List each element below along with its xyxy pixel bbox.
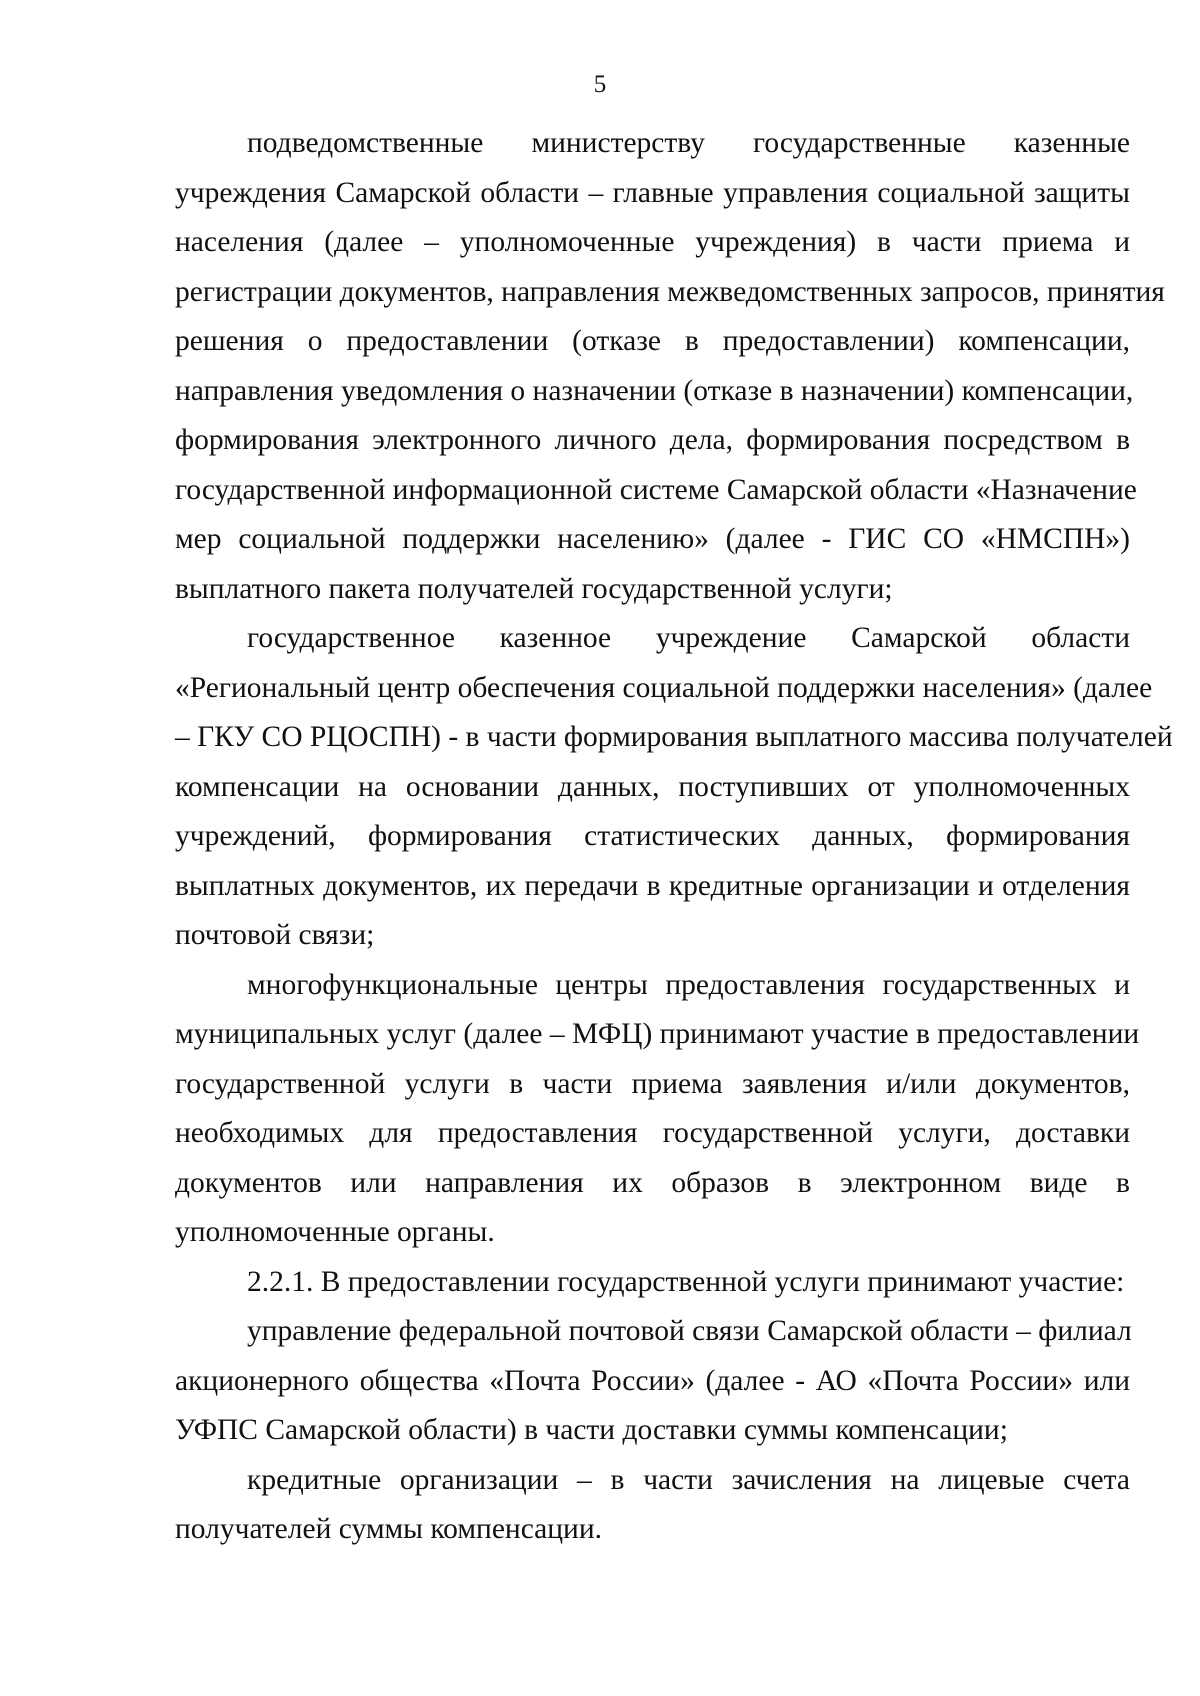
- text-line: акционерного общества «Почта России» (далее - АО «Почта России» или: [175, 1364, 1130, 1397]
- text-line: мер социальной поддержки населению» (далее - ГИС СО «НМСПН»): [175, 523, 1130, 555]
- paragraph-credit-organizations: [175, 1456, 1130, 1555]
- text-line: подведомственные министерству государственные казенные: [247, 127, 1130, 159]
- text-line: уполномоченные органы.: [175, 1216, 495, 1248]
- paragraph-subordinate-institutions: [175, 119, 1165, 614]
- text-line: компенсации на основании данных, поступивших от уполномоченных: [175, 770, 1130, 803]
- text-line: учреждения Самарской области – главные управления социальной защиты: [175, 176, 1130, 209]
- text-line: документов или направления их образов в электронном виде в: [175, 1166, 1130, 1199]
- text-line: направления уведомления о назначении (отказе в назначении) компенсации,: [175, 374, 1134, 407]
- paragraph-regional-center: [175, 614, 1173, 961]
- text-line: решения о предоставлении (отказе в предоставлении) компенсации,: [175, 325, 1130, 357]
- text-line: выплатного пакета получателей государственной услуги;: [175, 572, 893, 605]
- text-line: 2.2.1. В предоставлении государственной услуги принимают участие:: [247, 1265, 1125, 1298]
- text-line: управление федеральной почтовой связи Самарской области – филиал: [247, 1315, 1132, 1347]
- paragraph-postal-service: [175, 1307, 1130, 1456]
- text-line: необходимых для предоставления государственной услуги, доставки: [175, 1117, 1130, 1149]
- text-line: населения (далее – уполномоченные учреждения) в части приема и: [175, 226, 1130, 258]
- text-line: кредитные организации – в части зачисления на лицевые счета: [247, 1463, 1130, 1496]
- paragraph-mfc: [175, 961, 1140, 1258]
- text-line: учреждений, формирования статистических данных, формирования: [175, 820, 1130, 852]
- text-line: государственное казенное учреждение Самарской области: [247, 622, 1130, 654]
- text-line: выплатных документов, их передачи в кредитные организации и отделения: [175, 869, 1130, 902]
- text-line: государственной услуги в части приема заявления и/или документов,: [175, 1067, 1130, 1100]
- text-line: регистрации документов, направления межведомственных запросов, принятия: [175, 275, 1165, 308]
- text-line: почтовой связи;: [175, 919, 375, 951]
- text-line: формирования электронного личного дела, формирования посредством в: [175, 424, 1130, 456]
- text-line: получателей суммы компенсации.: [175, 1513, 602, 1545]
- text-line: государственной информационной системе Самарской области «Назначение: [175, 473, 1137, 506]
- text-line: «Региональный центр обеспечения социальной поддержки населения» (далее: [175, 671, 1153, 704]
- page-number: 5: [593, 71, 607, 98]
- paragraph-section-2-2-1: [175, 1258, 1130, 1308]
- text-line: – ГКУ СО РЦОСПН) - в части формирования выплатного массива получателей: [175, 721, 1173, 753]
- text-line: многофункциональные центры предоставления государственных и: [247, 968, 1130, 1001]
- text-line: муниципальных услуг (далее – МФЦ) принимают участие в предоставлении: [175, 1018, 1140, 1050]
- text-line: УФПС Самарской области) в части доставки суммы компенсации;: [175, 1414, 1008, 1446]
- document-body: [175, 119, 1173, 1555]
